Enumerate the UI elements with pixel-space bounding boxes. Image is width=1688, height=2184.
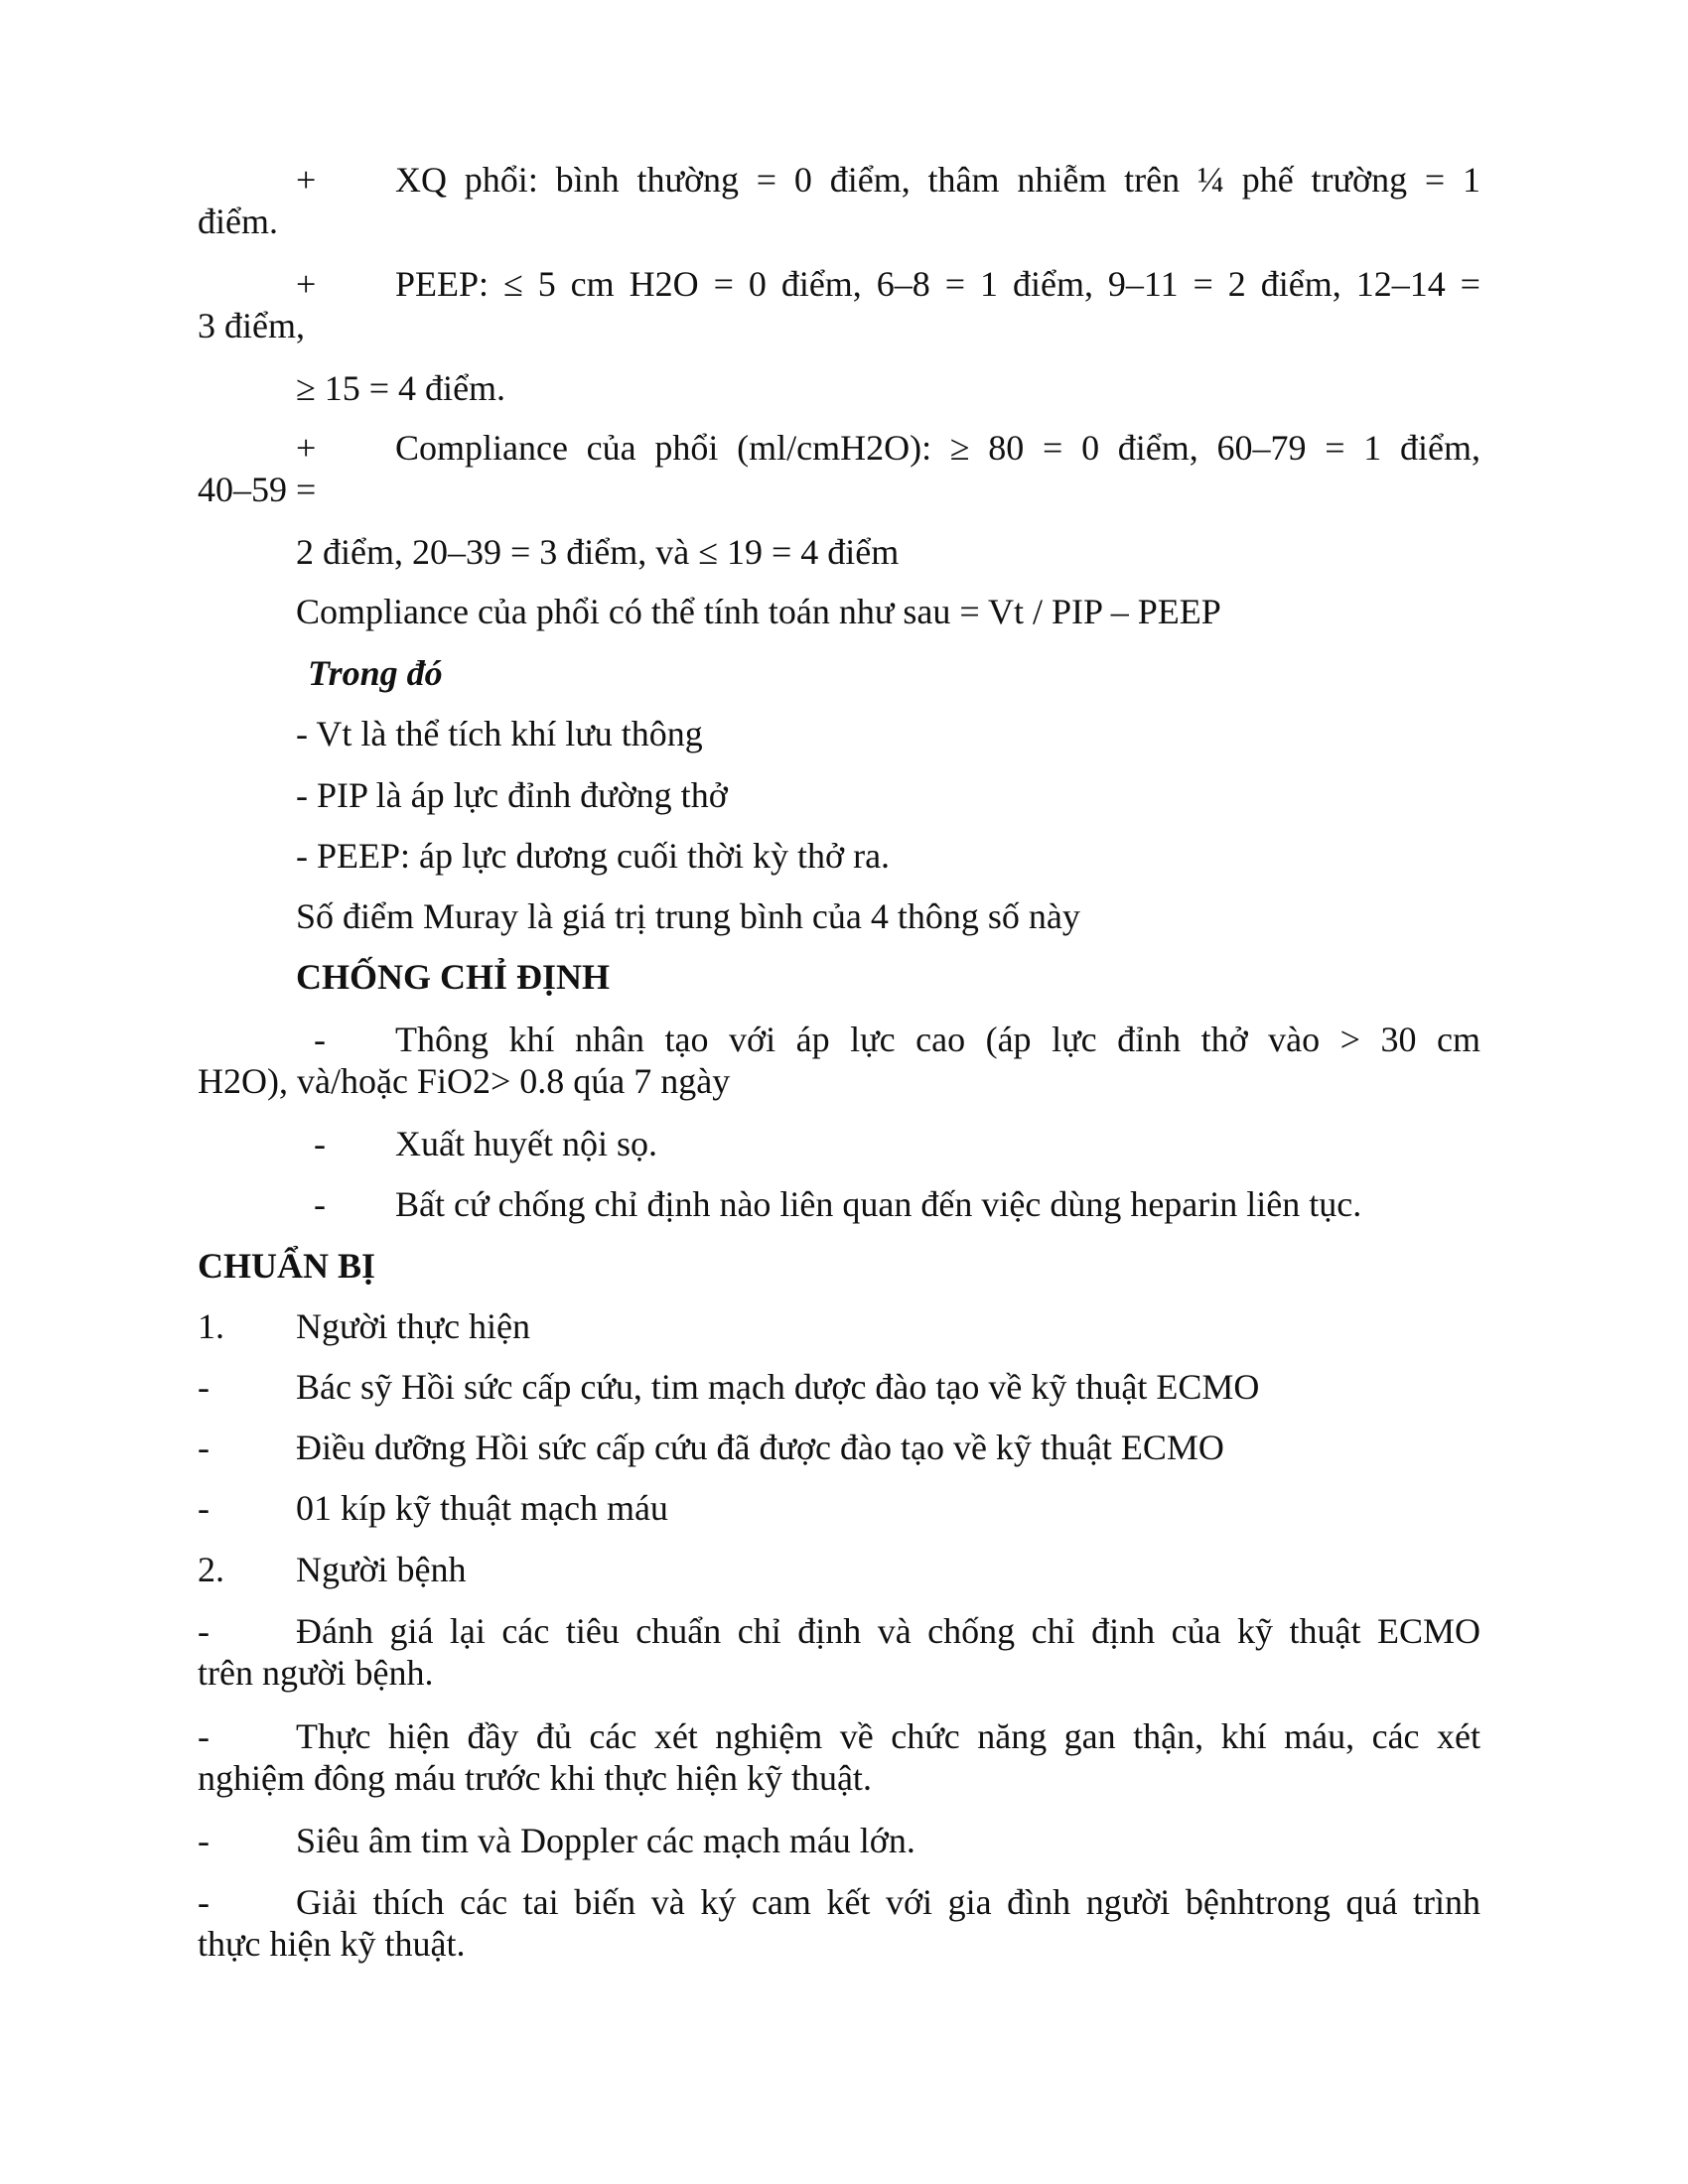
patient-reassess-continued: trên người bệnh. xyxy=(198,1653,434,1693)
dash-bullet-s2a: - xyxy=(198,1611,210,1651)
peep-criteria-continued-2: ≥ 15 = 4 điểm. xyxy=(296,368,506,408)
section-number-2: 2. xyxy=(198,1550,224,1589)
patient-reassess: Đánh giá lại các tiêu chuẩn chỉ định và chống chỉ định của kỹ thuật ECMO xyxy=(296,1611,1480,1651)
definition-pip: - PIP là áp lực đỉnh đường thở xyxy=(296,775,728,815)
dash-bullet-cc3: - xyxy=(314,1184,326,1224)
where-heading: Trong đó xyxy=(308,653,443,693)
contraindication-heading: CHỐNG CHỈ ĐỊNH xyxy=(296,957,611,997)
dash-bullet-s2b: - xyxy=(198,1716,210,1756)
dash-bullet-s2d: - xyxy=(198,1882,210,1922)
peep-criteria-continued: 3 điểm, xyxy=(198,306,305,345)
plus-bullet-peep: + xyxy=(296,264,317,304)
dash-bullet-s1c: - xyxy=(198,1488,210,1528)
patient-tests-continued: nghiệm đông máu trước khi thực hiện kỹ thuật. xyxy=(198,1758,872,1798)
compliance-criteria-line: Compliance của phổi (ml/cmH2O): ≥ 80 = 0 điểm, 60–79 = 1 điểm, xyxy=(395,428,1480,468)
compliance-criteria-continued: 40–59 = xyxy=(198,470,317,509)
xq-criteria-continued: điểm. xyxy=(198,202,278,241)
preparation-heading: CHUẨN BỊ xyxy=(198,1246,376,1286)
section-patient: Người bệnh xyxy=(296,1550,467,1589)
muray-score-note: Số điểm Muray là giá trị trung bình của 4 thông số này xyxy=(296,896,1080,936)
performer-nurse: Điều dưỡng Hồi sức cấp cứu đã được đào tạo về kỹ thuật ECMO xyxy=(296,1428,1224,1467)
performer-doctor: Bác sỹ Hồi sức cấp cứu, tim mạch dược đào tạo về kỹ thuật ECMO xyxy=(296,1367,1260,1407)
performer-vascular-team: 01 kíp kỹ thuật mạch máu xyxy=(296,1488,668,1528)
plus-bullet-xq: + xyxy=(296,160,317,200)
compliance-criteria-continued-2: 2 điểm, 20–39 = 3 điểm, và ≤ 19 = 4 điểm xyxy=(296,532,900,572)
contraindication-1-continued: H2O), và/hoặc FiO2> 0.8 qúa 7 ngày xyxy=(198,1061,731,1101)
definition-peep: - PEEP: áp lực dương cuối thời kỳ thở ra. xyxy=(296,836,891,876)
contraindication-1: Thông khí nhân tạo với áp lực cao (áp lực đỉnh thở vào > 30 cm xyxy=(395,1020,1480,1059)
patient-consent-continued: thực hiện kỹ thuật. xyxy=(198,1924,466,1964)
patient-tests: Thực hiện đầy đủ các xét nghiệm về chức năng gan thận, khí máu, các xét xyxy=(296,1716,1480,1756)
dash-bullet-s1b: - xyxy=(198,1428,210,1467)
dash-bullet-s1a: - xyxy=(198,1367,210,1407)
dash-bullet-cc2: - xyxy=(314,1124,326,1163)
dash-bullet-s2c: - xyxy=(198,1821,210,1860)
patient-ultrasound: Siêu âm tim và Doppler các mạch máu lớn. xyxy=(296,1821,915,1860)
section-number-1: 1. xyxy=(198,1306,224,1346)
plus-bullet-compliance: + xyxy=(296,428,317,468)
patient-consent: Giải thích các tai biến và ký cam kết với gia đình người bệnhtrong quá trình xyxy=(296,1882,1480,1922)
section-performer: Người thực hiện xyxy=(296,1306,531,1346)
dash-bullet-cc1: - xyxy=(314,1020,326,1059)
xq-criteria-line: XQ phổi: bình thường = 0 điểm, thâm nhiễm trên ¼ phế trường = 1 xyxy=(395,160,1480,200)
contraindication-3: Bất cứ chống chỉ định nào liên quan đến việc dùng heparin liên tục. xyxy=(395,1184,1362,1224)
compliance-formula: Compliance của phổi có thể tính toán như sau = Vt / PIP – PEEP xyxy=(296,592,1221,631)
peep-criteria-line: PEEP: ≤ 5 cm H2O = 0 điểm, 6–8 = 1 điểm, 9–11 = 2 điểm, 12–14 = xyxy=(395,264,1480,304)
definition-vt: - Vt là thể tích khí lưu thông xyxy=(296,714,703,753)
contraindication-2: Xuất huyết nội sọ. xyxy=(395,1124,657,1163)
